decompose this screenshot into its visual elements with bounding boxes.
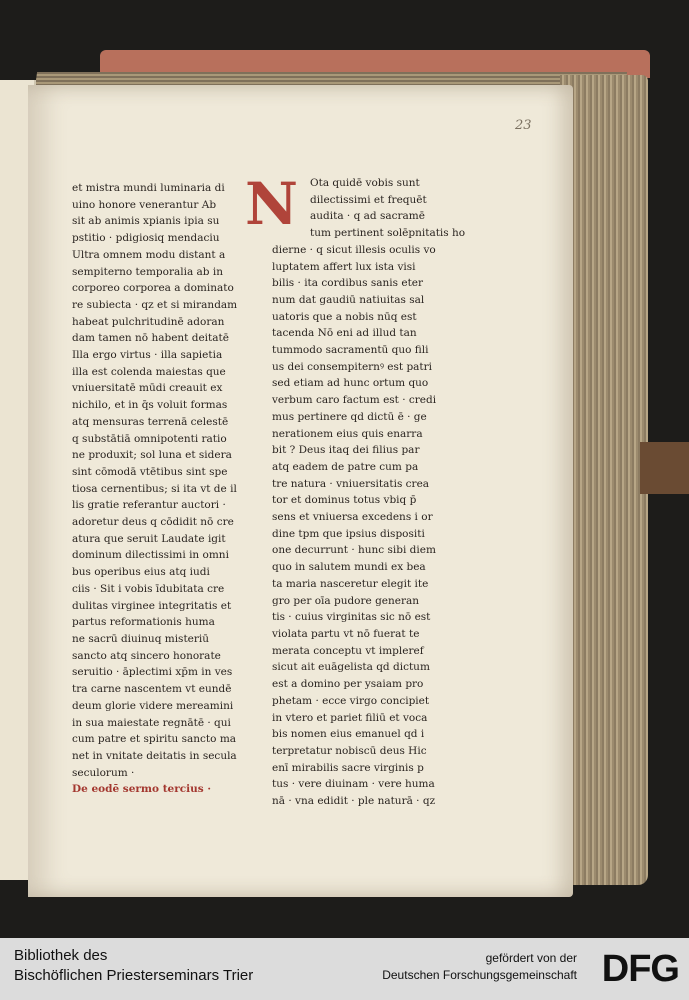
folio-number: 23	[515, 118, 532, 133]
dfg-logo: DFG	[601, 948, 679, 990]
text-line: phetam · ecce virgo concipiet	[272, 694, 430, 707]
text-line: De eodē sermo tercius ·	[72, 783, 211, 796]
text-line: dine tpm que ipsius dispositi	[272, 527, 425, 540]
funding-line2: Deutschen Forschungsgemeinschaft	[382, 968, 577, 982]
text-line: us dei consempiternꝰ est patri	[272, 360, 433, 373]
text-line: nichilo, et in q̄s voluit formas	[72, 399, 228, 412]
text-line: Ota quidē vobis sunt	[310, 177, 420, 189]
text-line: sempiterno temporalia ab in	[72, 265, 223, 278]
text-line: tummodo sacramentū quo fili	[272, 344, 429, 357]
text-line: bilis · ita cordibus sanis eter	[272, 277, 424, 290]
text-line: dilectissimi et frequēt	[310, 193, 427, 206]
text-line: ta maria nasceretur elegit ite	[272, 577, 429, 590]
funding-line1: gefördert von der	[485, 951, 577, 965]
text-line: vniuersitatē mūdi creauit ex	[72, 382, 223, 395]
text-line: sens et vniuersa excedens i or	[272, 511, 433, 524]
text-line: habeat pulchritudinē adoran	[72, 315, 225, 328]
text-line: bit ? Deus itaq dei filius par	[272, 444, 420, 457]
text-line: tra carne nascentem vt eundē	[72, 683, 232, 696]
text-line: seculorum ·	[72, 766, 135, 779]
text-line: sed etiam ad hunc ortum quo	[272, 377, 429, 390]
text-line: corporeo corporea a dominato	[72, 282, 234, 295]
text-line: violata partu vt nō fuerat te	[272, 627, 420, 640]
text-line: tus · vere diuinam · vere huma	[272, 778, 435, 791]
text-line: nerationem eius quis enarra	[272, 427, 423, 440]
text-line: bus operibus eius atq iudi	[72, 566, 210, 579]
text-line: tacenda Nō eni ad illud tan	[272, 327, 417, 340]
text-line: atura que seruit Laudate igit	[72, 532, 226, 545]
text-line: dam tamen nō habent deitatē	[72, 332, 229, 345]
library-name-line1: Bibliothek des	[14, 947, 108, 964]
text-line: one decurrunt · hunc sibi diem	[272, 544, 436, 557]
text-line: gro per oīa pudore generan	[272, 594, 420, 607]
text-line: tor et dominus totus vbiq p̄	[272, 494, 417, 507]
text-line: ciis · Sit i vobis īdubitata cre	[72, 582, 225, 595]
text-line: pstitio · pdigiosiq mendaciu	[72, 232, 220, 245]
text-line: q substātiā omnipotenti ratio	[72, 432, 227, 445]
text-line: seruitio · āplectimi xp̄m in ves	[72, 666, 233, 679]
text-line: Ultra omnem modu distant a	[72, 248, 226, 261]
text-line: in sua maiestate regnātē · qui	[72, 716, 231, 729]
text-line: enī mirabilis sacre virginis p	[272, 761, 424, 774]
text-line: partus reformationis huma	[72, 616, 215, 629]
text-line: cum patre et spiritu sancto ma	[72, 733, 237, 746]
clasp-strap	[640, 442, 689, 494]
text-line: Illa ergo virtus · illa sapietia	[72, 349, 223, 362]
text-line: deum glorie videre mereamini	[72, 699, 234, 712]
text-line: re subiecta · qz et si mirandam	[72, 298, 238, 311]
library-name	[14, 946, 253, 986]
text-line: in vtero et pariet filiū et voca	[272, 711, 428, 724]
footer-bar	[0, 938, 689, 1000]
funding-note	[382, 950, 577, 984]
text-line: audita · q ad sacramē	[310, 210, 425, 223]
text-line: nā · vna edidit · ple naturā · qz	[272, 795, 436, 808]
text-column-right	[272, 175, 466, 810]
text-line: adoretur deus q cōdidit nō cre	[72, 516, 234, 529]
text-line: tum pertinent solēpnitatis ho	[310, 227, 466, 240]
text-line: num dat gaudiū natiuitas sal	[272, 293, 425, 306]
text-line: bis nomen eius emanuel qd i	[272, 728, 425, 741]
text-line: verbum caro factum est · credi	[272, 394, 437, 407]
text-line: uino honore venerantur Ab	[72, 198, 217, 211]
text-line: atq mensuras terrenā celestē	[72, 415, 229, 428]
text-line: uatoris que a nobis nūq est	[272, 310, 417, 323]
text-line: tre natura · vniuersitatis crea	[272, 477, 430, 490]
text-line: atq eadem de patre cum pa	[272, 460, 419, 473]
text-line: illa est colenda maiestas que	[72, 365, 226, 378]
text-line: sit ab animis xpianis ipia su	[72, 215, 220, 228]
page-block-fore-edge	[560, 75, 648, 885]
decorated-initial: N	[245, 170, 299, 238]
text-column-left	[72, 180, 242, 798]
text-line: tis · cuius virginitas sic nō est	[272, 611, 431, 624]
text-line: dominum dilectissimi in omni	[72, 549, 229, 562]
text-line: dierne · q sicut illesis oculis vo	[272, 243, 436, 256]
text-line: luptatem affert lux ista visi	[272, 260, 416, 273]
text-line: mus pertinere qd dictū ē · ge	[272, 410, 427, 423]
text-line: est a domino per ysaiam pro	[272, 678, 424, 691]
text-line: quo in salutem mundi ex bea	[272, 561, 426, 574]
text-line: terpretatur nobiscū deus Hic	[272, 744, 427, 757]
text-line: ne sacrū diuinuq misteriū	[72, 632, 210, 645]
library-name-line2: Bischöflichen Priesterseminars Trier	[14, 967, 254, 984]
text-line: sicut ait euāgelista qd dictum	[272, 661, 430, 674]
text-line: et mistra mundi luminaria di	[72, 182, 225, 194]
text-line: dulitas virginee integritatis et	[72, 599, 232, 612]
text-line: net in vnitate deitatis in secula	[72, 749, 237, 762]
text-line: sint cōmodā vtētibus sint spe	[72, 465, 228, 478]
text-line: sancto atq sincero honorate	[72, 649, 221, 662]
text-line: tiosa cernentibus; si ita vt de il	[72, 482, 237, 495]
text-line: lis gratie referantur auctori ·	[72, 499, 226, 512]
text-line: ne produxit; sol luna et sidera	[72, 449, 232, 462]
text-line: merata conceptu vt impleref	[272, 644, 424, 657]
